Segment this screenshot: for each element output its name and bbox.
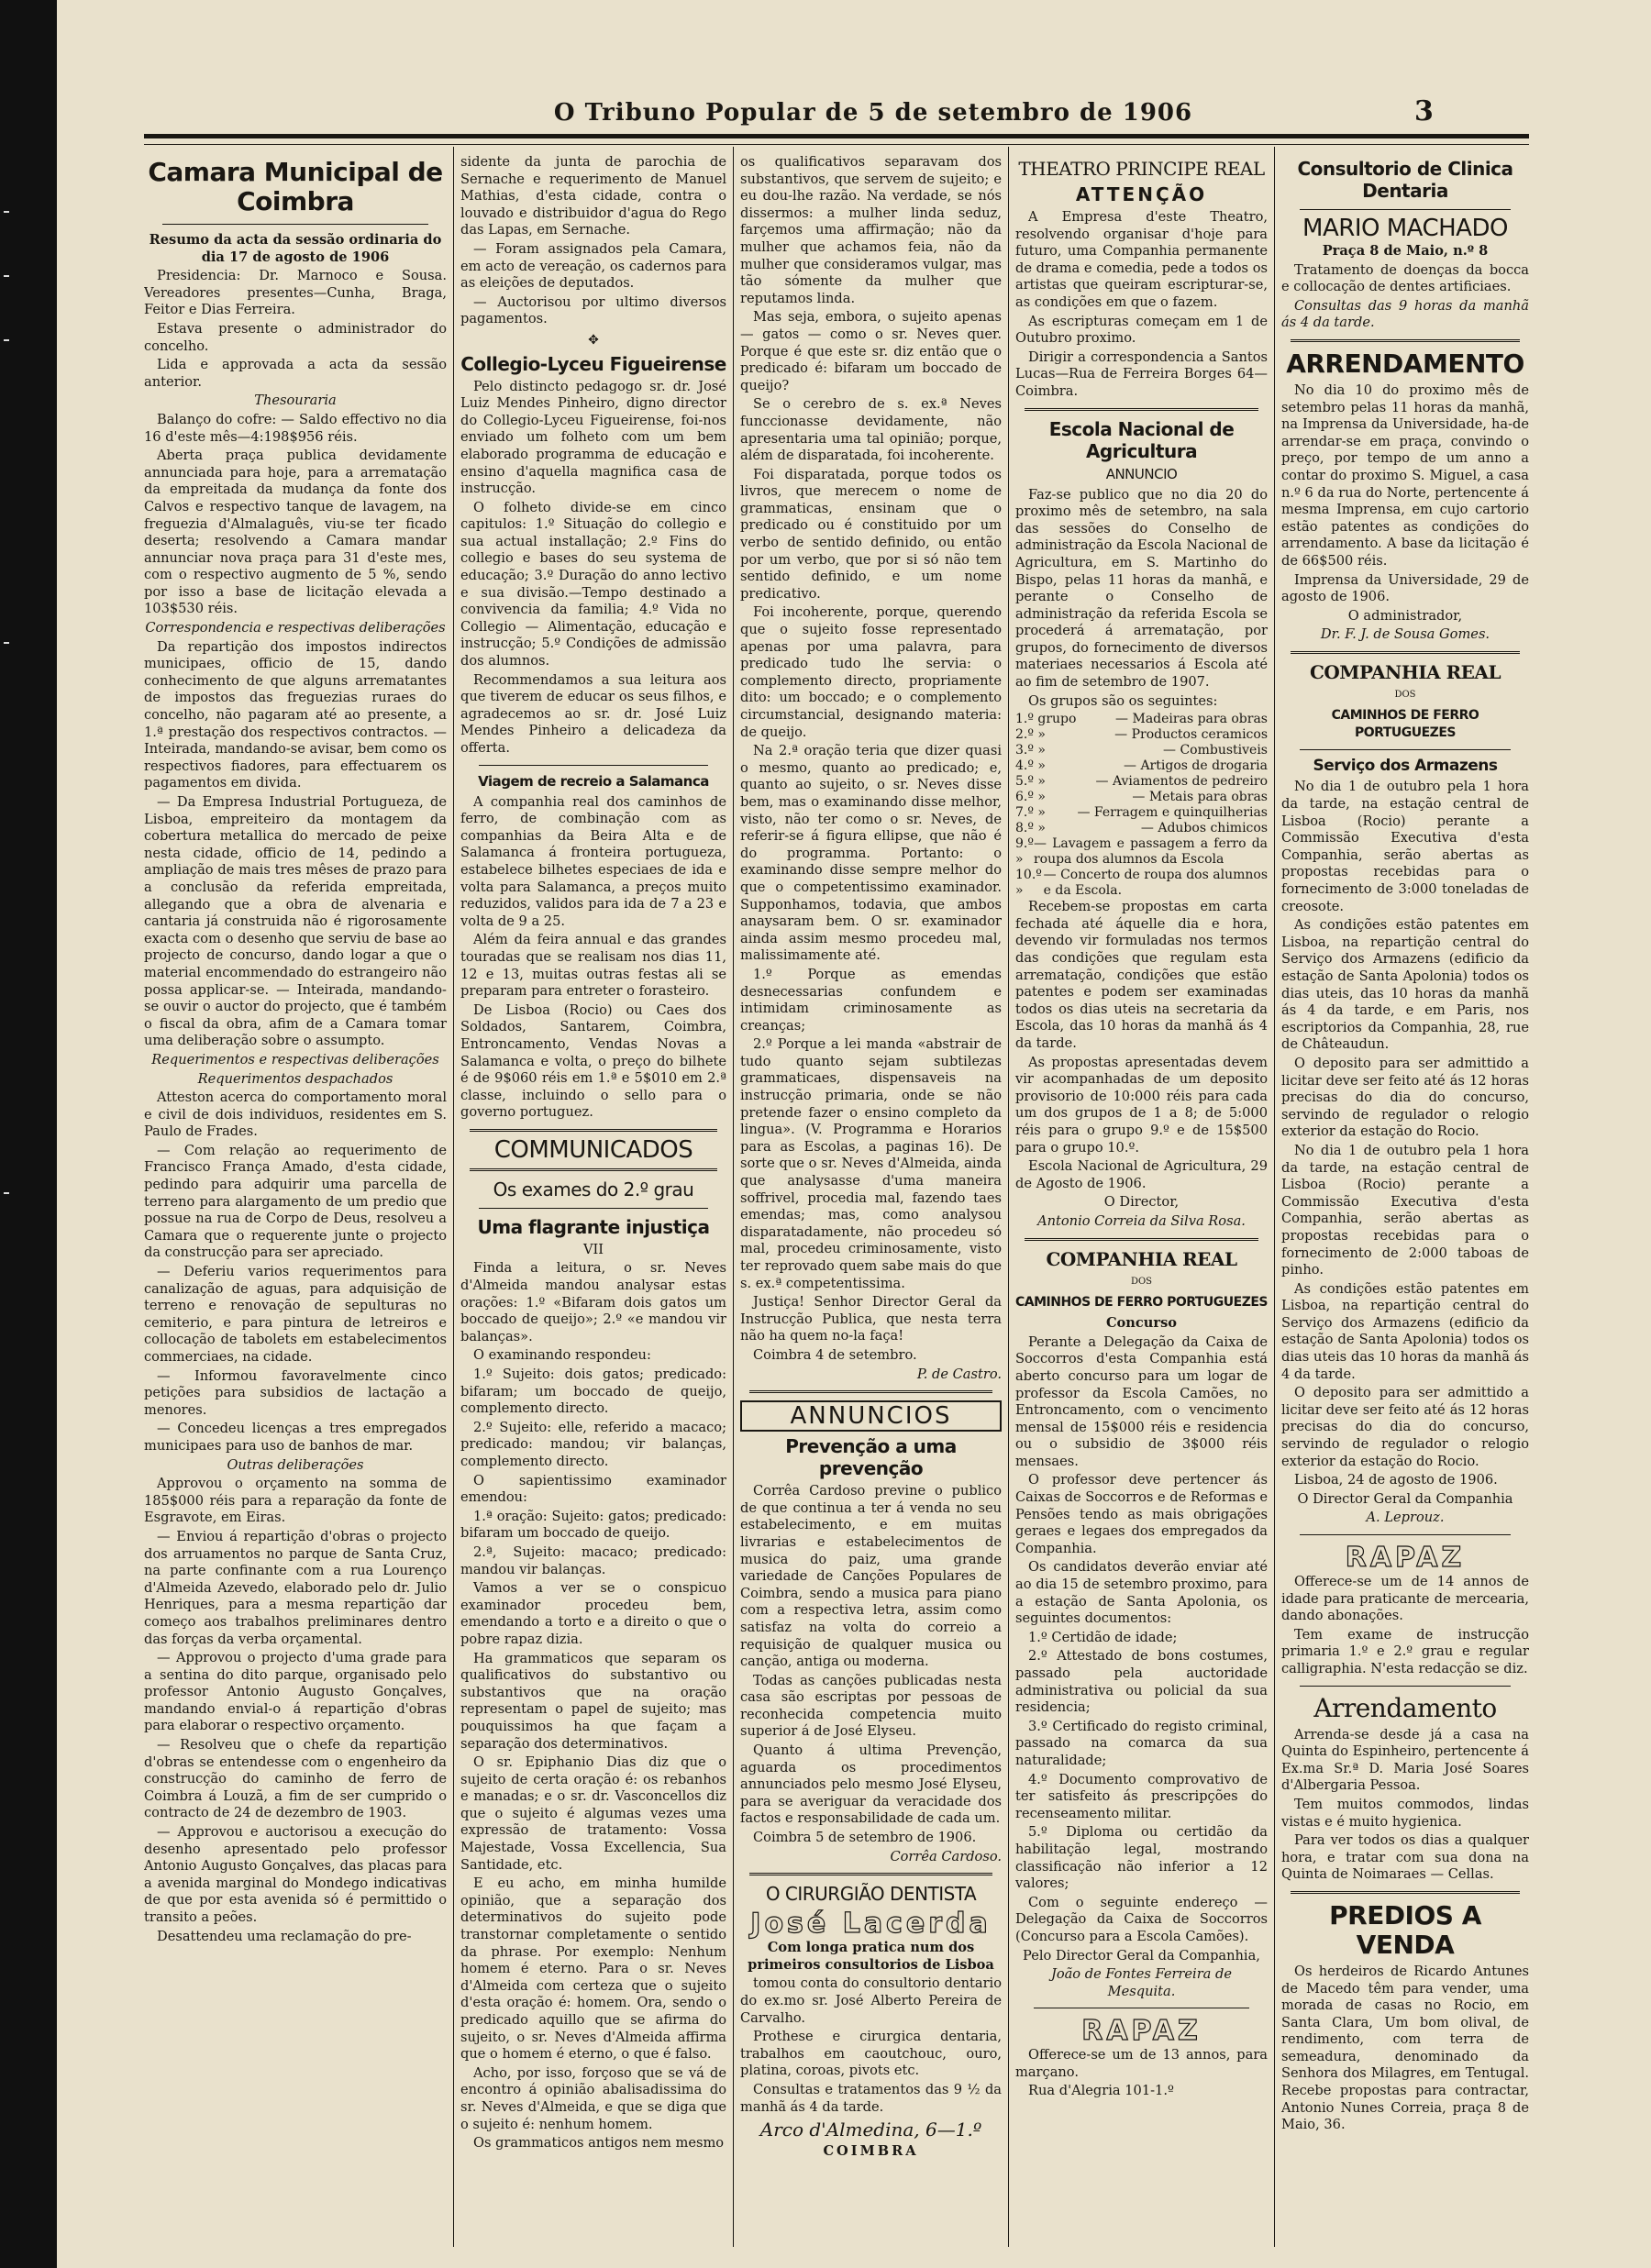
paragraph: As propostas apresentadas devem vir acompanhadas de um deposito provisorio de 10:000 réis para cada um dos grupos de 1 a 8; de 5:000 réis para o grupo 9.º e de 15$500 para o grupo 10.º. (1015, 1054, 1268, 1156)
double-rule (1291, 1891, 1520, 1894)
running-title: O Tribuno Popular de 5 de setembro de 1906 (553, 99, 1193, 127)
paragraph: Perante a Delegação da Caixa de Soccorros d'esta Companhia está aberto concurso para um logar de professor da Escola Camões, no Entroncamento, com o vencimento mensal de 15$000 réis e residencia ou o subsidio de 3$000 réis mensaes. (1015, 1333, 1268, 1469)
paragraph: Atteston acerca do comportamento moral e civil de dois individuos, residentes em S. Paulo de Frades. (144, 1090, 447, 1140)
paragraph: Os grammaticos antigos nem mesmo (473, 2135, 725, 2152)
camara-title: Camara Municipal de Coimbra (148, 157, 443, 216)
divider (1300, 1686, 1511, 1687)
paragraph: Consultas das 9 horas da manhã ás 4 da tarde. (1281, 297, 1529, 331)
paragraph: Vamos a ver se o conspicuo examinador procedeu bem, emendando a torto e a direito o que o pobre rapaz dizia. (460, 1580, 726, 1647)
injustica-title: Uma flagrante injustiça (477, 1215, 710, 1238)
paragraph: Foi incoherente, porque, querendo que o sujeito fosse representado apenas por uma palavra, para predicado tudo lhe servia: o complemento directo, propriamente dito: um boccado; e o complemento circumstancial, designando materia: de queijo. (740, 604, 1002, 740)
document-item: 2.º Attestado de bons costumes, passado pela auctoridade administrativa ou policial da sua residencia; (1015, 1648, 1268, 1716)
paragraph: De Lisboa (Rocio) ou Caes dos Soldados, Santarem, Coimbra, Entroncamento, Vendas Novas a Salamanca e volta, o preço do bilhete é de 9$060 réis em 1.ª e 5$010 em 2.ª classe, incluindo o sello para o governo portuguez. (460, 1001, 726, 1121)
paragraph: Acho, por isso, forçoso que se vá de encontro á opinião abalisadissima do sr. Neves d'Almeida, e que se diga que o sujeito é: nenhum homem. (460, 2064, 726, 2132)
gutter-mark (4, 211, 9, 213)
paragraph: Balanço do cofre: — Saldo effectivo no dia 16 d'este mês—4:198$956 réis. (144, 411, 447, 445)
caminhos-title: CAMINHOS DE FERRO PORTUGUEZES (1331, 708, 1479, 741)
column-divider (453, 147, 454, 2247)
paragraph: Ha grammaticos que separam os qualificativos do substantivo ou substantivos que na oração representam o papel de sujeito; mas pouquissimos ha que façam a separação dos determinativos. (460, 1650, 726, 1752)
paragraph: Aberta praça publica devidamente annunciada para hoje, para a arrematação da empreitada da mudança da fonte dos Calvos e respectivo tanque de lavagem, na freguezia d'Almalaguês, viu-se ter ficado deserta; resolvendo a Camara mandar annunciar nova praça para 31 d'este mes, com o respectivo augmento de 5 %, sendo por isso a base de licitação elevada a 103$530 réis. (144, 448, 447, 617)
paragraph: Lisboa, 24 de agosto de 1906. (1294, 1472, 1498, 1488)
divider (479, 765, 708, 766)
subtitle: Com longa pratica num dos primeiros consultorios de Lisboa (748, 1940, 994, 1973)
director-label: O Director, (1103, 1194, 1180, 1211)
paragraph: Se o cerebro de s. ex.ª Neves funccionasse devidamente, não apresentaria uma tal opinião; porque, além de disparatada, foi incoherente. (740, 396, 1002, 464)
paragraph: Tratamento de doenças da bocca e collocação de dentes artificiaes. (1281, 261, 1529, 295)
paragraph: Justiça! Senhor Director Geral da Instrucção Publica, que nesta terra não ha quem no-la faça! (740, 1294, 1002, 1344)
paragraph: Consultas e tratamentos das 9 ½ da manhã ás 4 da tarde. (740, 2081, 1002, 2115)
paragraph: 2.º Porque a lei manda «abstrair de tudo quanto sejam subtilezas grammaticaes, dispensaveis na instrucção primaria, onde se não pretende fazer o ensino completo da lingua». (V. Programma e Horarios para as Escolas, a paginas 16). De sorte que o sr. Neves d'Almeida, ainda que analysasse d'uma maneira soffrivel, procedia mal, fazendo taes emendas; mas, como analysou disparatadamente, não procedeu só mal, procedeu criminosamente, visto ter reprovado quem sabe mais do que s. ex.ª competentissima. (740, 1036, 1002, 1291)
column-3 (740, 154, 1002, 2236)
paragraph: Presidencia: Dr. Marnoco e Sousa. Vereadores presentes—Cunha, Braga, Feitor e Dias Ferreira. (144, 268, 447, 318)
acta-subtitle: Resumo da acta da sessão ordinaria do dia 17 de agosto de 1906 (149, 232, 442, 265)
paragraph: O deposito para ser admittido a licitar deve ser feito até ás 12 horas precisas do dia do concurso, servindo de regulador o relogio exterior da estação do Rocio. (1281, 1055, 1529, 1140)
paragraph: Imprensa da Universidade, 29 de agosto de 1906. (1281, 571, 1529, 605)
place-date: Coimbra 4 de setembro. (753, 1346, 917, 1363)
paragraph: Finda a leitura, o sr. Neves d'Almeida mandou analysar estas orações: 1.º «Bifaram dois gatos um boccado de queijo»; 2.º «e mandou vir balanças». (460, 1260, 726, 1344)
paragraph: O professor deve pertencer ás Caixas de Soccorros e de Reformas e Pensões tendo as mais obrigações geraes e legaes dos empregados da Companhia. (1015, 1472, 1268, 1556)
newspaper-page (57, 0, 1651, 2268)
paragraph: Recebem-se propostas em carta fechada até áquelle dia e hora, devendo vir formuladas nos termos das condições que regulam esta arrematação, condições que estão patentes e podem ser examinadas todos os dias uteis na secretaria da Escola, das 10 horas da manhã ás 4 da tarde. (1015, 899, 1268, 1051)
gutter-mark (4, 275, 9, 277)
paragraph: O folheto divide-se em cinco capitulos: 1.º Situação do collegio e sua actual installação; 2.º Fins do collegio e bases do seu systema de educação; 3.º Duração do anno lectivo e sua divisão.—Tempo destinado a convivencia da familia; 4.º Vida no Collegio — Alimentação, educação e instrucção; 5.º Condições de admissão dos alumnos. (460, 499, 726, 669)
double-rule (1291, 339, 1520, 342)
page-number: 3 (1414, 95, 1434, 127)
paragraph: Faz-se publico que no dia 20 do proximo mês de setembro, na sala das sessões do Conselho de administração da Escola Nacional de Agricultura, em S. Martinho do Bispo, pelas 11 horas da manhã, e perante o Conselho de administração da referida Escola se procederá á arrematação, por grupos, do fornecimento de diversos materiaes necessarios á Escola até ao fim de setembro de 1907. (1015, 486, 1268, 691)
group-row: 7.º » — Ferragem e quinquilherias (1015, 805, 1268, 821)
paragraph: Quanto á ultima Prevenção, aguarda os procedimentos annunciados pelo mesmo José Elyseu, para se averiguar da veracidade dos factos e responsabilidade de cada um. (740, 1742, 1002, 1827)
director-label: Pelo Director Geral da Companhia, (1023, 1947, 1260, 1964)
paragraph: A companhia real dos caminhos de ferro, de combinação com as companhias da Beira Alta e de Salamanca á fronteira portugueza, estabelece bilhetes especiaes de ida e volta para Salamanca, a preços muito reduzidos, validos para ida de 7 a 23 e volta de 9 a 25. (460, 793, 726, 929)
paragraph: 2.º Sujeito: elle, referido a macaco; predicado: mandou; vir balanças, complemento directo. (460, 1419, 726, 1469)
header-rule (144, 134, 1529, 145)
groups-list (1015, 712, 1268, 899)
paragraph: O sapientissimo examinador emendou: (460, 1472, 726, 1506)
group-row: 2.º » — Productos ceramicos (1015, 727, 1268, 743)
group-row: 9.º » — Lavagem e passagem a ferro da roupa dos alumnos da Escola (1015, 836, 1268, 868)
escola-title: Escola Nacional de Agricultura (1048, 417, 1235, 462)
document-item: 4.º Documento comprovativo de ter satisfeito ás prescripções do recenseamento militar. (1015, 1771, 1268, 1821)
double-rule (1291, 651, 1520, 654)
document-item: 3.º Certificado do registo criminal, passado na comarca da sua naturalidade; (1015, 1718, 1268, 1768)
gutter-mark (4, 642, 9, 644)
paragraph: — Com relação ao requerimento de Francisco França Amado, d'esta cidade, pedindo para adquirir uma parcella de terreno para alargamento de um predio que possue na rua de Corpo de Deus, resolveu a Camara que o requerente junte o projecto da construcção para ser apreciado. (144, 1142, 447, 1261)
column-divider (733, 147, 734, 2247)
divider (162, 224, 428, 225)
paragraph: — Deferiu varios requerimentos para canalização de aguas, para adquisição de terreno e renovação de sepulturas no cemiterio, e para pintura de letreiros e collocação de tabolets em estabelecimentos commerciaes, na cidade. (144, 1264, 447, 1365)
caminhos-title: CAMINHOS DE FERRO PORTUGUEZES (1015, 1295, 1268, 1311)
paragraph: 2.ª, Sujeito: macaco; predicado: mandou vir balanças. (460, 1543, 726, 1577)
double-rule (470, 1129, 717, 1132)
attencao-title: ATTENÇÃO (1075, 183, 1208, 205)
place-date: Coimbra 5 de setembro de 1906. (753, 1830, 977, 1846)
section-heading: Correspondencia e respectivas deliberações (145, 620, 446, 636)
page-gutter (0, 0, 57, 2268)
address: Arco d'Almedina, 6—1.º (759, 2119, 982, 2141)
column-divider (1274, 147, 1275, 2247)
paragraph: Da repartição dos impostos indirectos municipaes, officio de 15, dando conhecimento de que alguns arrematantes de impostos das freguezias ruraes do concelho, não pagaram até ao presente, a 1.ª prestação dos respectivos contractos. — Inteirada, mandando-se avisar, bem como os respectivos fiadores, para effectuarem os pagamentos em divida. (144, 638, 447, 791)
exames-title: Os exames do 2.º grau (493, 1178, 694, 1200)
mario-title: MARIO MACHADO (1302, 215, 1508, 242)
double-rule (470, 1168, 717, 1171)
section-heading: Outras deliberações (227, 1456, 364, 1473)
paragraph: Rua d'Alegria 101-1.º (1028, 2083, 1174, 2099)
paragraph: Os herdeiros de Ricardo Antunes de Macedo têm para vender, uma morada de casas no Rocio, em Santa Clara, Um bom olival, de rendimento, com terra de semeadura, denominado da Senhora dos Milagres, em Tentugal. Recebe propostas para contractar, Antonio Nunes Correia, praça 8 de Maio, 36. (1281, 1963, 1529, 2133)
paragraph: 1.ª oração: Sujeito: gatos; predicado: bifaram um boccado de queijo. (460, 1508, 726, 1542)
companhia-title: COMPANHIA REAL (1046, 1247, 1237, 1270)
paragraph: Arrenda-se desde já a casa na Quinta do Espinheiro, pertencente á Ex.ma Sr.ª D. Maria José Soares d'Albergaria Pessoa. (1281, 1726, 1529, 1794)
paragraph: Tem muitos commodos, lindas vistas e é muito hygienica. (1281, 1796, 1529, 1830)
viagem-title: Viagem de recreio a Salamanca (478, 772, 709, 790)
section-heading: Requerimentos e respectivas deliberações (151, 1051, 439, 1068)
paragraph: Dirigir a correspondencia a Santos Lucas—Rua de Ferreira Borges 64—Coimbra. (1015, 348, 1268, 399)
paragraph: A Empresa d'este Theatro, resolvendo organisar d'hoje para futuro, uma Companhia permanente de drama e comedia, pede a todos os artistas que queiram escripturar-se, as condições em que o fazem. (1015, 209, 1268, 310)
paragraph: Corrêa Cardoso previne o publico de que continua a ter á venda no seu estabelecimento, e em muitas livrarias e estabelecimentos de musica do paiz, uma grande variedade de Canções Populares de Coimbra, sendo a musica para piano com a respectiva letra, assim como satisfaz na volta do correio a requisição de qualquer musica ou canção, antiga ou moderna. (740, 1483, 1002, 1670)
paragraph: As condições estão patentes em Lisboa, na repartição central do Serviço dos Armazens (edificio da estação de Santa Apolonia) todos os dias uteis, das 10 horas da manhã ás 4 da tarde, e em Paris, nos escriptorios da Companhia, 28, rue de Châteaudun. (1281, 917, 1529, 1053)
section-heading: Thesouraria (254, 393, 337, 409)
column-1 (144, 154, 447, 2236)
paragraph: — Concedeu licenças a tres empregados municipaes para uso de banhos de mar. (144, 1421, 447, 1454)
paragraph: No dia 10 do proximo mês de setembro pelas 11 horas da manhã, na Imprensa da Universidade, ha-de arrendar-se em praça, convindo o preço, por tempo de um anno a contar do proximo S. Miguel, a casa n.º 6 da rua do Norte, pertencente á mesma Imprensa, em cujo cartorio estão patentes as condições do arrendamento. A base da licitação é de 66$500 réis. (1281, 382, 1529, 569)
paragraph: — Da Empresa Industrial Portugueza, de Lisboa, empreiteiro da montagem da cobertura metallica do mercado de peixe nesta cidade, officio de 14, pedindo a ampliação de mais tres mêses de prazo para a conclusão da referida empreitada, allegando que a obra de alvenaria e cantaria já construida não é rigorosamente exacta com o desenho que serviu de base ao projecto de concurso, dando logar a que o material encommendado do estrangeiro não possa applicar-se. — Inteirada, mandando-se ouvir o auctor do projecto, que é também o fiscal da obra, afim de a Camara tomar uma deliberação sobre o assumpto. (144, 794, 447, 1049)
gutter-mark (4, 1192, 9, 1194)
paragraph: Na 2.ª oração teria que dizer quasi o mesmo, quanto ao predicado; e, quanto ao sujeito, o sr. Neves disse bem, mas o examinando disse melhor, visto, não ter como o sr. Neves, de referir-se á figura ellipse, que não é do programma. Portanto: o examinando disse sempre melhor do que o competentissimo examinador. Supponhamos, todavia, que ambos anaysaram bem. O sr. examinador ainda assim mesmo procedeu mal, malissimamente até. (740, 743, 1002, 964)
group-row: 3.º » — Combustiveis (1015, 743, 1268, 758)
column-4 (1015, 154, 1268, 2236)
arrendamento2-title: Arrendamento (1313, 1692, 1497, 1723)
column-2 (460, 154, 726, 2236)
paragraph: 1.º Porque as emendas desnecessarias confundem e intimidam criminosamente as creanças; (740, 966, 1002, 1034)
divider (479, 1208, 708, 1209)
armazens-title: Serviço dos Armazens (1313, 757, 1498, 776)
address: Praça 8 de Maio, n.º 8 (1322, 243, 1489, 259)
paragraph: Todas as canções publicadas nesta casa são escriptas por pessoas de reconhecida competencia muito superior á de José Elyseu. (740, 1672, 1002, 1740)
signature: Dr. F. J. de Sousa Gomes. (1320, 626, 1490, 643)
paragraph: — Auctorisou por ultimo diversos pagamentos. (460, 293, 726, 327)
paragraph: — Resolveu que o chefe da repartição d'obras se entendesse com o engenheiro da construcção do caminho de ferro de Coimbra á Louzã, a fim de ser cumprido o contracto de 24 de dezembro de 1903. (144, 1737, 447, 1821)
group-row: 4.º » — Artigos de drogaria (1015, 758, 1268, 774)
double-rule (749, 1390, 992, 1393)
paragraph: As condições estão patentes em Lisboa, na repartição central do Serviço dos Armazens (edificio da estação de Santa Apolonia) todos os dias uteis das 10 horas da manhã ás 4 da tarde. (1281, 1280, 1529, 1382)
paragraph: Pelo distincto pedagogo sr. dr. José Luiz Mendes Pinheiro, digno director do Collegio-Lyceu Figueirense, foi-nos enviado um folheto com um bem elaborado programma de educação e ensino d'aquella magnifica casa de instrucção. (460, 378, 726, 497)
paragraph: — Approvou o projecto d'uma grade para a sentina do dito parque, organisado pelo professor Antonio Augusto Gonçalves, mandando envial-o á repartição d'obras para elaborar o respectivo orçamento. (144, 1650, 447, 1734)
paragraph: Além da feira annual e das grandes touradas que se realisam nos dias 11, 12 e 13, muitas outras festas ali se preparam para entreter o forasteiro. (460, 932, 726, 1000)
paragraph: Recommendamos a sua leitura aos que tiverem de educar os seus filhos, e agradecemos ao sr. dr. José Luiz Mendes Pinheiro a delicadeza da offerta. (460, 671, 726, 756)
dos-label: DOS (1130, 1276, 1153, 1287)
paragraph: As escripturas começam em 1 de Outubro proximo. (1015, 313, 1268, 347)
document-item: 1.º Certidão de idade; (1028, 1629, 1178, 1645)
group-row: 5.º » — Aviamentos de pedreiro (1015, 774, 1268, 790)
paragraph: — Foram assignados pela Camara, em acto de vereação, os cadernos para as eleições de deputados. (460, 240, 726, 292)
annuncios-title: ANNUNCIOS (740, 1400, 1002, 1432)
ornament: ✥ (588, 332, 599, 348)
paragraph: O examinando respondeu: (473, 1347, 651, 1364)
city: COIMBRA (823, 2143, 919, 2160)
signature: João de Fontes Ferreira de Mesquita. (1050, 1966, 1233, 1999)
divider (1300, 1534, 1511, 1535)
companhia-title: COMPANHIA REAL (1309, 660, 1501, 683)
paragraph: No dia 1 de outubro pela 1 hora da tarde, na estação central de Lisboa (Rocio) perante a Commissão Executiva d'esta Companhia, serão abertas as propostas recebidas para o fornecimento de 3:000 toneladas de creosote. (1281, 779, 1529, 914)
communicados-title: COMMUNICADOS (493, 1135, 693, 1164)
group-row: 6.º » — Metais para obras (1015, 790, 1268, 805)
document-item: 5.º Diploma ou certidão da habilitação legal, mostrando classificação não inferior a 12 valores; (1015, 1824, 1268, 1892)
signature: P. de Castro. (916, 1366, 1002, 1382)
collegio-title: Collegio-Lyceu Figueirense (460, 352, 726, 375)
paragraph: 1.º Sujeito: dois gatos; predicado: bifaram; um boccado de queijo, complemento directo. (460, 1366, 726, 1417)
signature: Corrêa Cardoso. (890, 1848, 1002, 1864)
paragraph: O sr. Epiphanio Dias diz que o sujeito de certa oração é: os rebanhos e manadas; e o sr. dr. Vasconcellos diz que o sujeito é algumas vezes uma expressão de tratamento: Vossa Majestade, Vossa Excellencia, Sua Santidade, etc. (460, 1754, 726, 1873)
double-rule (749, 1873, 992, 1875)
group-row: 10.º » — Concerto de roupa dos alumnos e da Escola. (1015, 868, 1268, 899)
section-heading: Requerimentos despachados (197, 1070, 393, 1087)
paragraph: Os candidatos deverão enviar até ao dia 15 de setembro proximo, para a estação de Santa Apolonia, os seguintes documentos: (1015, 1559, 1268, 1627)
column-divider (1008, 147, 1009, 2247)
prevencao-title: Prevenção a uma prevenção (785, 1435, 957, 1480)
paragraph: Com o seguinte endereço — Delegação da Caixa de Soccorros (Concurso para a Escola Camões). (1015, 1894, 1268, 1944)
admin-label: O administrador, (1347, 607, 1463, 624)
rapaz-title: RAPAZ (1345, 1542, 1466, 1574)
roman-numeral: VII (582, 1241, 604, 1257)
paragraph: Foi disparatada, porque todos os livros, que merecem o nome de grammaticas, ensinam que o predicado ou é constituido por um verbo de sentido definido, ou então por um verbo, que por si só não tem sentido definido, e um nome predicativo. (740, 466, 1002, 602)
rapaz-title: RAPAZ (1081, 2015, 1202, 2048)
paragraph: os qualificativos separavam dos substantivos, que servem de sujeito; e eu dou-lhe razão. Na verdade, se nós dissermos: a mulher linda seduz, farçemos uma affirmação; não da mulher que achamos feia, não da mulher que consideramos vulgar, mas tão sómente da mulher que reputamos linda. (740, 154, 1002, 306)
paragraph: Estava presente o administrador do concelho. (144, 320, 447, 354)
paragraph: Para ver todos os dias a qualquer hora, e tratar com sua dona na Quinta de Noimaraes — Cellas. (1281, 1832, 1529, 1883)
double-rule (1025, 1238, 1258, 1241)
paragraph: Prothese e cirurgica dentaria, trabalhos em caoutchouc, ouro, platina, coroas, pivots etc. (740, 2029, 1002, 2079)
lacerda-title: José Lacerda (750, 1908, 992, 1941)
theatro-title: THEATRO PRINCIPE REAL (1018, 158, 1265, 180)
paragraph: Desattendeu uma reclamação do pre- (157, 1928, 412, 1944)
paragraph: Offerece-se um de 13 annos, para marçano. (1015, 2047, 1268, 2080)
group-row: 1.º grupo — Madeiras para obras (1015, 712, 1268, 727)
paragraph: Tem exame de instrucção primaria 1.º e 2.º grau e regular calligraphia. N'esta redacção se diz. (1281, 1626, 1529, 1676)
divider (1300, 749, 1511, 750)
double-rule (1025, 408, 1258, 411)
concurso-title: Concurso (1105, 1315, 1178, 1332)
arrendamento-title: ARRENDAMENTO (1286, 348, 1524, 379)
paragraph: Escola Nacional de Agricultura, 29 de Agosto de 1906. (1015, 1158, 1268, 1191)
paragraph: sidente da junta de parochia de Sernache e requerimento de Manuel Mathias, d'esta cidade, contra o louvado e distribuidor d'agua do Rego das Lapas, em Sernache. (460, 154, 726, 238)
paragraph: Mas seja, embora, o sujeito apenas — gatos — como o sr. Neves quer. Porque é que este sr. diz então que o predicado é: bifaram um boccado de queijo? (740, 309, 1002, 393)
predios-title: PREDIOS A VENDA (1329, 1899, 1481, 1960)
signature: Antonio Correia da Silva Rosa. (1037, 1212, 1246, 1229)
paragraph: tomou conta do consultorio dentario do ex.mo sr. José Alberto Pereira de Carvalho. (740, 1975, 1002, 2026)
paragraph: No dia 1 de outubro pela 1 hora da tarde, na estação central de Lisboa (Rocio) perante a Commissão Executiva d'esta Companhia, serão abertas as propostas recebidas para o fornecimento de 2:000 taboas de pinho. (1281, 1142, 1529, 1278)
cirurgiao-title: O CIRURGIÃO DENTISTA (765, 1883, 977, 1906)
gutter-mark (4, 339, 9, 341)
paragraph: Offerece-se um de 14 annos de idade para praticante de mercearia, dando abonações. (1281, 1574, 1529, 1624)
annuncio-title: ANNUNCIO (1105, 465, 1178, 482)
paragraph: Lida e approvada a acta da sessão anterior. (144, 357, 447, 390)
column-5 (1281, 154, 1529, 2236)
paragraph: — Enviou á repartição d'obras o projecto dos arruamentos no parque de Santa Cruz, na parte confinante com a rua Lourenço d'Almeida Azevedo, elaborado pelo dr. Julio Henriques, para a mesma repartição dar começo aos trabalhos preliminares dentro das forças da verba orçamental. (144, 1528, 447, 1647)
paragraph: — Approvou e auctorisou a execução do desenho apresentado pelo professor Antonio Augusto Gonçalves, das placas para a avenida marginal do Mondego indicativas de que por esta avenida só é permittido o transito a peões. (144, 1824, 447, 1925)
signature: A. Leprouz. (1366, 1510, 1445, 1526)
paragraph: O deposito para ser admittido a licitar deve ser feito até ás 12 horas precisas do dia do concurso, servindo de regulador o relogio exterior da estação do Rocio. (1281, 1385, 1529, 1469)
paragraph: — Informou favoravelmente cinco petições para subsidios de lactação a menores. (144, 1367, 447, 1418)
paragraph: E eu acho, em minha humilde opinião, que a separação dos determinativos do sujeito pode transtornar completamente o sentido da phrase. Por exemplo: Nenhum homem é eterno. Para o sr. Neves d'Almeida com certeza que o sujeito d'esta oração é: homem. Ora, sendo o predicado aquillo que se afirma do sujeito, o sr. Neves d'Almeida affirma que o homem é eterno, o que é falso. (460, 1875, 726, 2063)
divider (1300, 209, 1511, 210)
director-label: O Director Geral da Companhia (1297, 1490, 1513, 1507)
consultorio-title: Consultorio de Clinica Dentaria (1297, 158, 1513, 202)
group-row: 8.º » — Adubos chimicos (1015, 821, 1268, 836)
paragraph: Os grupos são os seguintes: (1028, 692, 1218, 709)
dos-label: DOS (1394, 689, 1416, 700)
paragraph: Approvou o orçamento na somma de 185$000 réis para a reparação da fonte de Esgravote, em Eiras. (144, 1476, 447, 1526)
